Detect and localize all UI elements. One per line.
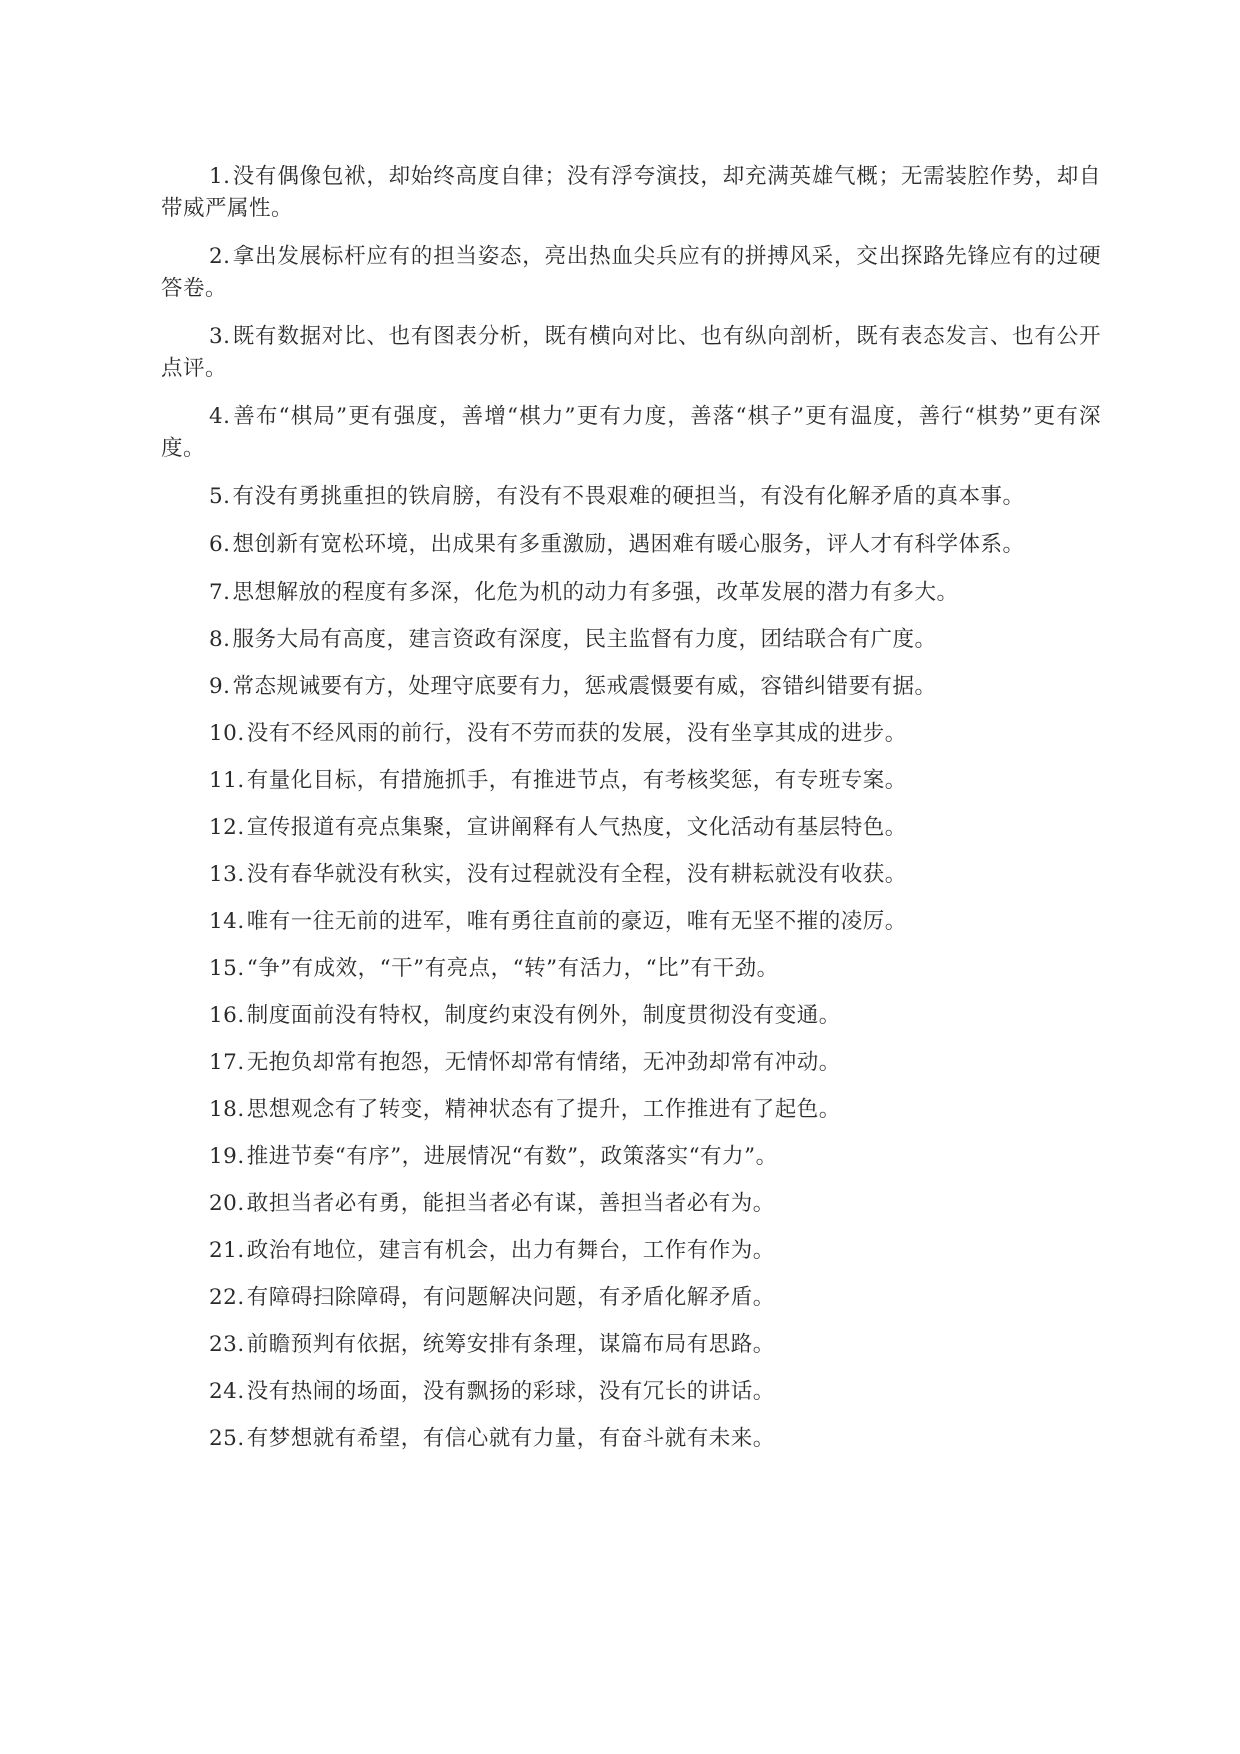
- item-number: 19.: [209, 1144, 245, 1169]
- item-text: 无抱负却常有抱怨，无情怀却常有情绪，无冲劲却常有冲动。: [246, 1050, 841, 1075]
- item-number: 6.: [209, 532, 231, 557]
- list-item: [161, 1423, 1101, 1455]
- item-number: 10.: [209, 721, 245, 746]
- item-text: 政治有地位，建言有机会，出力有舞台，工作有作为。: [246, 1238, 775, 1263]
- item-text: 善布“棋局”更有强度，善增“棋力”更有力度，善落“棋子”更有温度，善行“棋势”更有深度。: [161, 404, 1101, 461]
- item-number: 20.: [209, 1191, 245, 1216]
- list-item: [161, 577, 1101, 609]
- item-text: 服务大局有高度，建言资政有深度，民主监督有力度，团结联合有广度。: [232, 627, 937, 652]
- item-text: 推进节奏“有序”，进展情况“有数”，政策落实“有力”。: [246, 1144, 778, 1169]
- list-item: [161, 1282, 1101, 1314]
- item-number: 25.: [209, 1426, 245, 1451]
- item-text: 常态规诫要有方，处理守底要有力，惩戒震慑要有威，容错纠错要有据。: [232, 674, 937, 699]
- item-text: 拿出发展标杆应有的担当姿态，亮出热血尖兵应有的拼搏风采，交出探路先锋应有的过硬答卷。: [161, 244, 1101, 301]
- item-number: 22.: [209, 1285, 245, 1310]
- list-item: [161, 624, 1101, 656]
- item-number: 7.: [209, 580, 231, 605]
- item-number: 13.: [209, 862, 245, 887]
- list-item: [161, 1329, 1101, 1361]
- item-text: 制度面前没有特权，制度约束没有例外，制度贯彻没有变通。: [246, 1003, 841, 1028]
- item-number: 11.: [209, 768, 245, 793]
- item-text: 没有热闹的场面，没有飘扬的彩球，没有冗长的讲话。: [246, 1379, 775, 1404]
- list-item: [161, 1094, 1101, 1126]
- item-text: 有梦想就有希望，有信心就有力量，有奋斗就有未来。: [246, 1426, 775, 1451]
- item-text: 没有不经风雨的前行，没有不劳而获的发展，没有坐享其成的进步。: [246, 721, 907, 746]
- item-number: 5.: [209, 484, 231, 509]
- list-item: [161, 1000, 1101, 1032]
- list-item: [161, 161, 1101, 225]
- list-item: [161, 812, 1101, 844]
- list-item: [161, 321, 1101, 385]
- item-text: 没有春华就没有秋实，没有过程就没有全程，没有耕耘就没有收获。: [246, 862, 907, 887]
- list-item: [161, 953, 1101, 985]
- list-item: [161, 481, 1101, 513]
- item-number: 18.: [209, 1097, 245, 1122]
- item-number: 17.: [209, 1050, 245, 1075]
- list-item: [161, 1141, 1101, 1173]
- item-text: 既有数据对比、也有图表分析，既有横向对比、也有纵向剖析，既有表态发言、也有公开点评。: [161, 324, 1101, 381]
- item-text: 敢担当者必有勇，能担当者必有谋，善担当者必有为。: [246, 1191, 775, 1216]
- list-item: [161, 1188, 1101, 1220]
- item-number: 4.: [209, 404, 231, 429]
- item-number: 16.: [209, 1003, 245, 1028]
- item-number: 24.: [209, 1379, 245, 1404]
- list-item: [161, 671, 1101, 703]
- item-text: 唯有一往无前的进军，唯有勇往直前的豪迈，唯有无坚不摧的凌厉。: [246, 909, 907, 934]
- document-body: [161, 161, 1101, 1470]
- item-number: 12.: [209, 815, 245, 840]
- list-item: [161, 1047, 1101, 1079]
- list-item: [161, 401, 1101, 465]
- item-number: 14.: [209, 909, 245, 934]
- item-text: 没有偶像包袱，却始终高度自律；没有浮夸演技，却充满英雄气概；无需装腔作势，却自带威严属性。: [161, 164, 1101, 221]
- item-number: 23.: [209, 1332, 245, 1357]
- list-item: [161, 718, 1101, 750]
- item-text: 有量化目标，有措施抓手，有推进节点，有考核奖惩，有专班专案。: [246, 768, 907, 793]
- list-item: [161, 1235, 1101, 1267]
- list-item: [161, 765, 1101, 797]
- item-text: 思想观念有了转变，精神状态有了提升，工作推进有了起色。: [246, 1097, 841, 1122]
- item-text: 想创新有宽松环境，出成果有多重激励，遇困难有暖心服务，评人才有科学体系。: [232, 532, 1025, 557]
- list-item: [161, 529, 1101, 561]
- item-text: 前瞻预判有依据，统筹安排有条理，谋篇布局有思路。: [246, 1332, 775, 1357]
- item-text: 思想解放的程度有多深，化危为机的动力有多强，改革发展的潜力有多大。: [232, 580, 959, 605]
- item-number: 15.: [209, 956, 245, 981]
- item-text: 宣传报道有亮点集聚，宣讲阐释有人气热度，文化活动有基层特色。: [246, 815, 907, 840]
- item-number: 9.: [209, 674, 231, 699]
- item-number: 8.: [209, 627, 231, 652]
- item-text: 有障碍扫除障碍，有问题解决问题，有矛盾化解矛盾。: [246, 1285, 775, 1310]
- item-text: “争”有成效，“干”有亮点，“转”有活力，“比”有干劲。: [246, 956, 779, 981]
- item-number: 1.: [209, 164, 231, 189]
- list-item: [161, 859, 1101, 891]
- item-number: 3.: [209, 324, 231, 349]
- item-number: 2.: [209, 244, 231, 269]
- item-number: 21.: [209, 1238, 245, 1263]
- item-text: 有没有勇挑重担的铁肩膀，有没有不畏艰难的硬担当，有没有化解矛盾的真本事。: [232, 484, 1025, 509]
- list-item: [161, 906, 1101, 938]
- list-item: [161, 241, 1101, 305]
- list-item: [161, 1376, 1101, 1408]
